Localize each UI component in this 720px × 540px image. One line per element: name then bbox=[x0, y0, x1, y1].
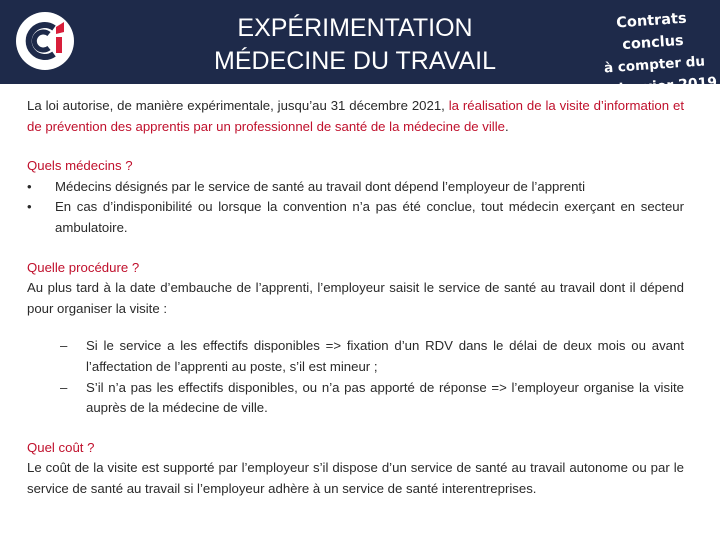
cci-logo-icon bbox=[14, 10, 76, 72]
main-content bbox=[27, 96, 684, 500]
list-item-text: S’il n’a pas les effectifs disponibles, ou n’a pas apporté de réponse => l’employeur organise la visite auprès de la médecine de ville. bbox=[86, 379, 684, 416]
doctors-list bbox=[27, 177, 684, 239]
intro-end: . bbox=[505, 118, 509, 134]
bullet-mark: • bbox=[27, 178, 32, 194]
list-item-text: Si le service a les effectifs disponibles => fixation d’un RDV dans le délai de deux mois ou avant l’affectation de l’apprenti au poste, s’il est mineur ; bbox=[86, 338, 684, 374]
page-title bbox=[150, 12, 560, 78]
list-item-text: En cas d’indisponibilité ou lorsque la convention n’a pas été conclue, tout médecin exerçant en secteur ambulatoire. bbox=[55, 199, 684, 235]
dash-mark: – bbox=[60, 338, 68, 354]
title-line-1: EXPÉRIMENTATION bbox=[237, 14, 473, 42]
list-item bbox=[27, 378, 684, 419]
bullet-mark: • bbox=[27, 199, 32, 215]
dash-mark: – bbox=[60, 379, 68, 395]
stamp-line-1: Contrats conclus bbox=[615, 10, 688, 54]
stamp-line-2: à compter du bbox=[603, 53, 706, 77]
list-item-text: Médecins désignés par le service de santé au travail dont dépend l’employeur de l’apprenti bbox=[55, 178, 586, 194]
cost-paragraph: Le coût de la visite est supporté par l’employeur s’il dispose d’un service de santé au travail autonome ou par le service de santé au travail si l’employeur adhère à un service de santé interentreprises. bbox=[27, 460, 684, 496]
stamp-day: 1 bbox=[594, 82, 606, 100]
intro-paragraph bbox=[27, 96, 684, 137]
section-procedure-title: Quelle procédure ? bbox=[27, 259, 140, 275]
list-item bbox=[27, 197, 684, 238]
intro-highlight: la réalisation de la visite d’information et de prévention des apprentis par un professionnel de santé de la médecine de ville bbox=[27, 98, 685, 134]
intro-text: La loi autorise, de manière expérimentale, jusqu’au 31 décembre 2021, bbox=[27, 98, 449, 113]
section-cost-title: Quel coût ? bbox=[27, 439, 95, 455]
list-item bbox=[27, 177, 684, 198]
section-doctors-title: Quels médecins ? bbox=[27, 158, 133, 174]
procedure-paragraph: Au plus tard à la date d’embauche de l’apprenti, l’employeur saisit le service de santé au travail dont il dépend pour organiser la visite : bbox=[27, 280, 684, 316]
header-banner bbox=[0, 0, 720, 101]
title-line-2: MÉDECINE DU TRAVAIL bbox=[214, 47, 496, 75]
date-stamp bbox=[585, 0, 720, 101]
list-item bbox=[27, 336, 684, 377]
stamp-day-suffix: er bbox=[604, 90, 615, 101]
stamp-month-year: janvier 2019 bbox=[613, 74, 718, 98]
procedure-list bbox=[27, 336, 684, 418]
